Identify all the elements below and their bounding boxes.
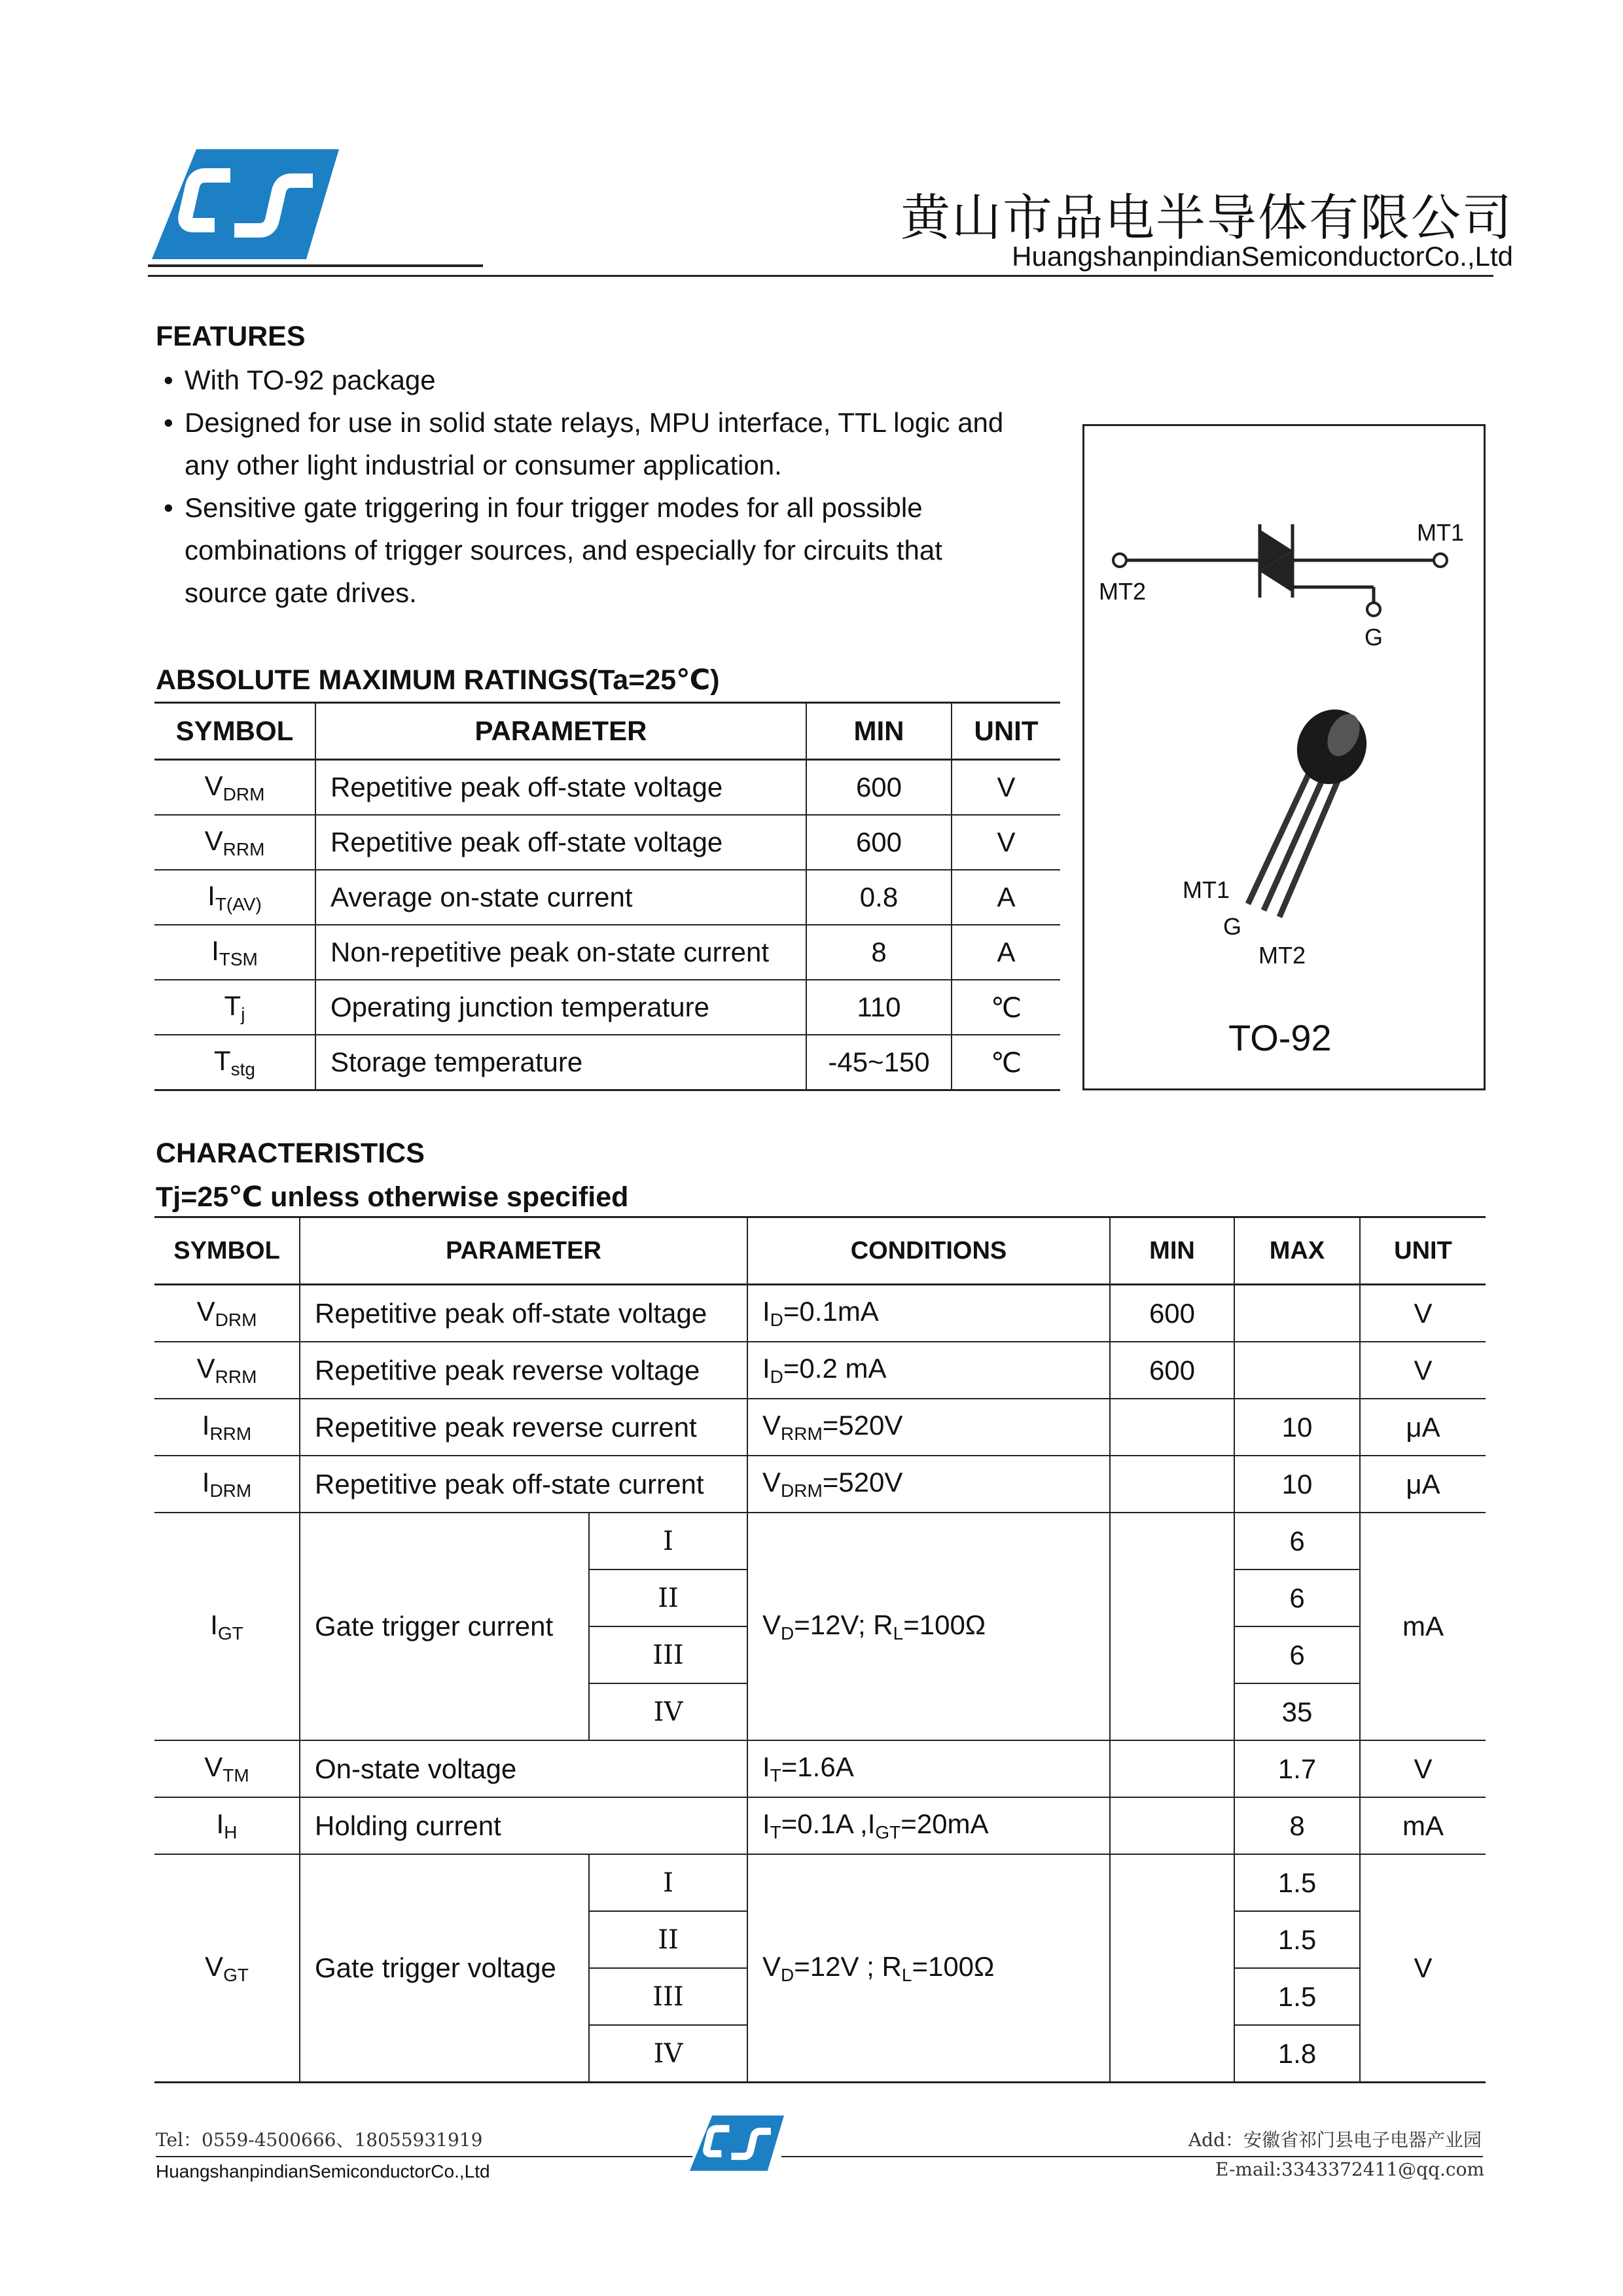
footer-address: Add：安徽省祁门县电子电器产业园 xyxy=(1188,2129,1482,2151)
cond-value: =12V ; R xyxy=(794,1950,902,1982)
char-row xyxy=(154,1399,1486,1456)
conditions-cell xyxy=(747,1513,1110,1740)
trigger-mode: IV xyxy=(589,2025,747,2083)
symbol-subscript: RRM xyxy=(215,1367,257,1387)
symbol-subscript: stg xyxy=(230,1058,255,1079)
char-min xyxy=(1110,1854,1234,2083)
char-row-mode xyxy=(154,1854,1486,1911)
cond-var: I xyxy=(762,1296,770,1327)
amr-header-symbol: SYMBOL xyxy=(154,703,315,760)
symbol-subscript: DRM xyxy=(223,783,265,804)
char-unit: V xyxy=(1414,1297,1433,1329)
trigger-mode: III xyxy=(589,1626,747,1683)
amr-header-min: MIN xyxy=(806,703,952,760)
conditions-cell xyxy=(747,1740,1110,1797)
cond-sub: D xyxy=(781,1623,794,1643)
char-parameter: Repetitive peak off-state current xyxy=(300,1456,747,1513)
amr-table xyxy=(154,702,1060,1091)
symbol-letter: V xyxy=(205,1950,224,1982)
char-header-unit: UNIT xyxy=(1394,1236,1452,1265)
amr-row xyxy=(154,1035,1060,1090)
char-parameter: Repetitive peak reverse voltage xyxy=(300,1342,747,1399)
footer-tel: Tel：0559-4500666、18055931919 xyxy=(156,2129,483,2151)
trigger-mode: I xyxy=(589,1854,747,1911)
char-row xyxy=(154,1285,1486,1342)
amr-unit: A xyxy=(997,882,1016,912)
cond-sub: T xyxy=(770,1765,781,1785)
pkg-label-g: G xyxy=(1223,913,1242,940)
symbol-subscript: GT xyxy=(223,1964,249,1985)
amr-min: 8 xyxy=(806,925,952,980)
symbol-cell xyxy=(154,1513,300,1740)
symbol-cell xyxy=(154,1035,315,1090)
symbol-cell xyxy=(154,870,315,925)
trigger-mode: IV xyxy=(589,1683,747,1740)
char-unit: V xyxy=(1414,1354,1433,1386)
footer-rule-left xyxy=(156,2156,692,2157)
symbol-letter: T xyxy=(213,1045,231,1076)
symbol-subscript: DRM xyxy=(215,1310,257,1330)
char-unit: μA xyxy=(1406,1468,1440,1499)
amr-title: ABSOLUTE MAXIMUM RATINGS(Ta=25℃) xyxy=(156,664,720,696)
cond-value: =0.1A ,I xyxy=(781,1808,876,1839)
cond-sub: D xyxy=(770,1310,783,1330)
symbol-cell xyxy=(154,760,315,816)
package-name: TO-92 xyxy=(1228,1017,1332,1058)
cond-value: =0.2 mA xyxy=(783,1353,887,1384)
symbol-letter: V xyxy=(204,770,223,801)
char-max: 1.5 xyxy=(1234,1968,1360,2025)
cond-sub: D xyxy=(770,1367,783,1387)
trigger-mode: III xyxy=(589,1968,747,2025)
symbol-letter: I xyxy=(210,1609,218,1640)
pkg-label-mt2: MT2 xyxy=(1258,942,1306,969)
symbol-cell xyxy=(154,1456,300,1513)
char-parameter: Gate trigger current xyxy=(300,1513,589,1740)
label-mt1: MT1 xyxy=(1417,519,1464,546)
char-header-symbol: SYMBOL xyxy=(154,1217,300,1285)
symbol-subscript: RRM xyxy=(209,1424,252,1444)
amr-parameter: Repetitive peak off-state voltage xyxy=(315,760,806,816)
char-row-mode xyxy=(154,1513,1486,1570)
cond-value: =0.1mA xyxy=(783,1296,879,1327)
amr-unit: ℃ xyxy=(990,992,1022,1023)
char-subtitle: Tj=25℃ unless otherwise specified xyxy=(156,1181,629,1213)
amr-min: 600 xyxy=(806,815,952,870)
char-max: 10 xyxy=(1234,1456,1360,1513)
company-name-cn: 黄山市品电半导体有限公司 xyxy=(901,188,1513,247)
amr-row xyxy=(154,870,1060,925)
char-row xyxy=(154,1797,1486,1854)
symbol-subscript: DRM xyxy=(209,1480,252,1501)
symbol-letter: V xyxy=(204,1751,223,1782)
char-header-conditions: CONDITIONS xyxy=(747,1217,1110,1285)
char-min xyxy=(1110,1740,1234,1797)
char-min xyxy=(1110,1456,1234,1513)
amr-min: -45~150 xyxy=(806,1035,952,1090)
char-max: 35 xyxy=(1234,1683,1360,1740)
symbol-subscript: H xyxy=(224,1822,238,1842)
feature-item: • Designed for use in solid state relays, MPU interface, TTL logic and any other light industrial or consumer application. xyxy=(164,401,1027,486)
char-row xyxy=(154,1342,1486,1399)
triac-symbol xyxy=(1084,426,1484,701)
char-min: 600 xyxy=(1110,1285,1234,1342)
symbol-cell xyxy=(154,1740,300,1797)
cond-sub: T xyxy=(770,1822,781,1842)
cond-var: I xyxy=(762,1751,770,1782)
cond-var: V xyxy=(762,1467,781,1498)
symbol-letter: I xyxy=(202,1410,210,1441)
header-rule xyxy=(148,275,1493,277)
feature-item: • Sensitive gate triggering in four trigger modes for all possible combinations of trigger sources, and especially for circuits that source gate drives. xyxy=(164,486,1027,614)
symbol-cell xyxy=(154,1342,300,1399)
char-title: CHARACTERISTICS xyxy=(156,1138,425,1169)
char-max: 1.7 xyxy=(1234,1740,1360,1797)
cond-var: V xyxy=(762,1950,781,1982)
cond-sub: L xyxy=(893,1623,904,1643)
cond-var: V xyxy=(762,1410,781,1441)
footer-email: E-mail:3343372411@qq.com xyxy=(1215,2159,1484,2180)
char-row xyxy=(154,1456,1486,1513)
char-max: 6 xyxy=(1234,1570,1360,1626)
char-max: 10 xyxy=(1234,1399,1360,1456)
symbol-subscript: TSM xyxy=(219,948,258,969)
amr-unit: V xyxy=(997,827,1016,857)
amr-parameter: Repetitive peak off-state voltage xyxy=(315,815,806,870)
footer-company: HuangshanpindianSemiconductorCo.,Ltd xyxy=(156,2161,490,2181)
symbol-subscript: T(AV) xyxy=(215,893,262,914)
char-min xyxy=(1110,1513,1234,1740)
feature-item: • With TO-92 package xyxy=(164,359,1027,401)
cond-sub: D xyxy=(781,1964,794,1985)
symbol-subscript: j xyxy=(241,1003,245,1024)
symbol-cell xyxy=(154,980,315,1035)
package-diagram-box xyxy=(1082,424,1486,1090)
symbol-letter: T xyxy=(224,990,241,1021)
company-logo xyxy=(152,149,339,260)
char-unit: mA xyxy=(1402,1810,1444,1841)
char-header-max: MAX xyxy=(1234,1217,1360,1285)
footer-rule-right xyxy=(781,2156,1483,2157)
features-list xyxy=(164,359,1027,614)
logo-underline xyxy=(148,264,483,267)
char-header-parameter: PARAMETER xyxy=(300,1217,747,1285)
char-parameter: Repetitive peak reverse current xyxy=(300,1399,747,1456)
amr-header-parameter: PARAMETER xyxy=(315,703,806,760)
amr-min: 110 xyxy=(806,980,952,1035)
char-max: 1.8 xyxy=(1234,2025,1360,2083)
amr-unit: V xyxy=(997,772,1016,802)
char-unit: V xyxy=(1414,1753,1433,1784)
symbol-subscript: GT xyxy=(217,1623,243,1643)
char-parameter: Repetitive peak off-state voltage xyxy=(300,1285,747,1342)
trigger-mode: II xyxy=(589,1911,747,1968)
conditions-cell xyxy=(747,1399,1110,1456)
symbol-subscript: TM xyxy=(223,1765,249,1785)
amr-row xyxy=(154,925,1060,980)
char-parameter: Gate trigger voltage xyxy=(300,1854,589,2083)
cond-var: I xyxy=(762,1353,770,1384)
char-max: 1.5 xyxy=(1234,1911,1360,1968)
char-header-min: MIN xyxy=(1110,1217,1234,1285)
char-min xyxy=(1110,1399,1234,1456)
amr-parameter: Average on-state current xyxy=(315,870,806,925)
char-min xyxy=(1110,1797,1234,1854)
amr-parameter: Storage temperature xyxy=(315,1035,806,1090)
symbol-cell xyxy=(154,1854,300,2083)
trigger-mode: II xyxy=(589,1570,747,1626)
symbol-letter: I xyxy=(211,935,219,966)
label-g: G xyxy=(1364,624,1383,651)
to92-package-icon xyxy=(1222,708,1379,924)
amr-unit: ℃ xyxy=(990,1047,1022,1078)
cond-value: =12V; R xyxy=(794,1609,893,1640)
footer-logo xyxy=(690,2115,784,2172)
pkg-label-mt1: MT1 xyxy=(1183,876,1230,903)
cond-value: =20mA xyxy=(901,1808,989,1839)
symbol-letter: V xyxy=(196,1353,215,1384)
conditions-cell xyxy=(747,1285,1110,1342)
cond-value: =1.6A xyxy=(781,1751,854,1782)
symbol-cell xyxy=(154,1399,300,1456)
char-max xyxy=(1234,1342,1360,1399)
amr-unit: A xyxy=(997,937,1016,967)
conditions-cell xyxy=(747,1342,1110,1399)
amr-row xyxy=(154,980,1060,1035)
symbol-letter: I xyxy=(207,880,215,911)
cond-value: =520V xyxy=(822,1410,903,1441)
amr-parameter: Operating junction temperature xyxy=(315,980,806,1035)
char-row xyxy=(154,1740,1486,1797)
conditions-cell xyxy=(747,1456,1110,1513)
symbol-letter: I xyxy=(216,1808,224,1839)
amr-row xyxy=(154,760,1060,816)
char-unit: mA xyxy=(1360,1513,1486,1740)
label-mt2: MT2 xyxy=(1099,578,1146,605)
conditions-cell xyxy=(747,1854,1110,2083)
trigger-mode: I xyxy=(589,1513,747,1570)
char-parameter: On-state voltage xyxy=(300,1740,747,1797)
cond-sub: L xyxy=(901,1964,912,1985)
char-parameter: Holding current xyxy=(300,1797,747,1854)
cond-value: =100Ω xyxy=(912,1950,995,1982)
char-max: 6 xyxy=(1234,1626,1360,1683)
cond-value: =520V xyxy=(822,1467,903,1498)
amr-header-unit: UNIT xyxy=(974,715,1039,746)
amr-parameter: Non-repetitive peak on-state current xyxy=(315,925,806,980)
amr-min: 0.8 xyxy=(806,870,952,925)
symbol-subscript: RRM xyxy=(223,838,265,859)
conditions-cell xyxy=(747,1797,1110,1854)
symbol-cell xyxy=(154,815,315,870)
symbol-cell xyxy=(154,1285,300,1342)
symbol-letter: V xyxy=(196,1296,215,1327)
symbol-letter: V xyxy=(204,825,223,856)
cond-sub: DRM xyxy=(781,1480,823,1501)
char-table xyxy=(154,1216,1486,2083)
amr-min: 600 xyxy=(806,760,952,816)
symbol-letter: I xyxy=(202,1467,210,1498)
cond-var: I xyxy=(762,1808,770,1839)
cond-var: V xyxy=(762,1609,781,1640)
symbol-cell xyxy=(154,925,315,980)
symbol-cell xyxy=(154,1797,300,1854)
char-unit: μA xyxy=(1406,1411,1440,1443)
features-title: FEATURES xyxy=(156,321,306,352)
char-min: 600 xyxy=(1110,1342,1234,1399)
char-max: 6 xyxy=(1234,1513,1360,1570)
amr-row xyxy=(154,815,1060,870)
cond-value: =100Ω xyxy=(903,1609,986,1640)
cond-sub: RRM xyxy=(781,1424,823,1444)
company-name-en: HuangshanpindianSemiconductorCo.,Ltd xyxy=(1012,241,1513,272)
char-unit: V xyxy=(1360,1854,1486,2083)
char-max: 1.5 xyxy=(1234,1854,1360,1911)
cond-sub: GT xyxy=(875,1822,901,1842)
char-max xyxy=(1234,1285,1360,1342)
char-max: 8 xyxy=(1234,1797,1360,1854)
